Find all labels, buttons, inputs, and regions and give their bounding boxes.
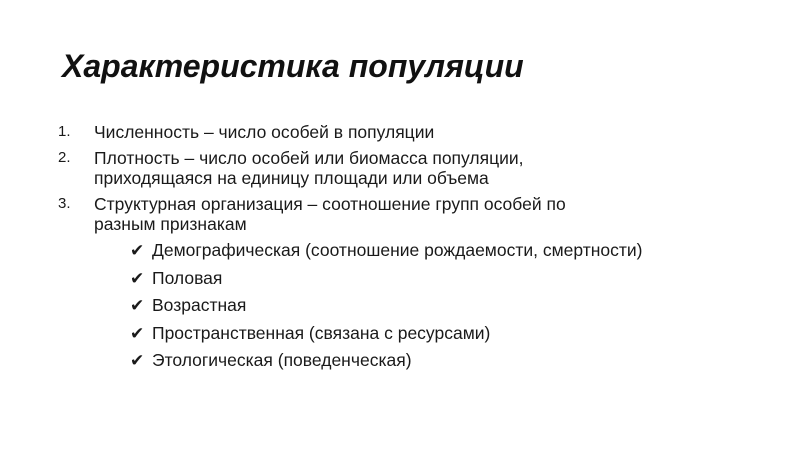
- slide-title: Характеристика популяции: [62, 48, 524, 84]
- sub-item-text: Возрастная: [152, 295, 247, 315]
- characteristics-list: [58, 122, 778, 378]
- sub-item-text: Пространственная (связана с ресурсами): [152, 322, 491, 343]
- list-item: [58, 148, 778, 188]
- checkmark-icon: ✔: [130, 323, 145, 343]
- sub-list-item: [130, 350, 778, 371]
- list-item-text-line: Плотность – число особей или биомасса популяции,: [94, 148, 524, 168]
- checkmark-icon: ✔: [130, 296, 145, 315]
- sub-item-text: Демографическая (соотношение рождаемости, смертности): [152, 240, 643, 260]
- checkmark-icon: ✔: [130, 241, 145, 260]
- list-number: 3.: [58, 195, 71, 212]
- structure-sub-list: [94, 240, 778, 371]
- sub-list-item: [130, 268, 778, 289]
- list-item: [58, 122, 778, 142]
- list-item-text-line: разным признакам: [94, 214, 247, 234]
- list-item: [58, 194, 778, 371]
- sub-item-text: Половая: [152, 267, 223, 288]
- checkmark-icon: ✔: [130, 351, 145, 370]
- list-item-text-line: приходящаяся на единицу площади или объема: [94, 168, 489, 188]
- list-item-text: Численность – число особей в популяции: [94, 122, 435, 142]
- list-number: 1.: [58, 123, 71, 140]
- sub-list-item: [130, 240, 778, 261]
- list-number: 2.: [58, 149, 71, 166]
- list-item-text-line: Структурная организация – соотношение групп особей по: [94, 194, 566, 214]
- sub-list-item: [130, 323, 778, 344]
- checkmark-icon: ✔: [130, 268, 145, 288]
- sub-list-item: [130, 295, 778, 316]
- sub-item-text: Этологическая (поведенческая): [152, 350, 412, 370]
